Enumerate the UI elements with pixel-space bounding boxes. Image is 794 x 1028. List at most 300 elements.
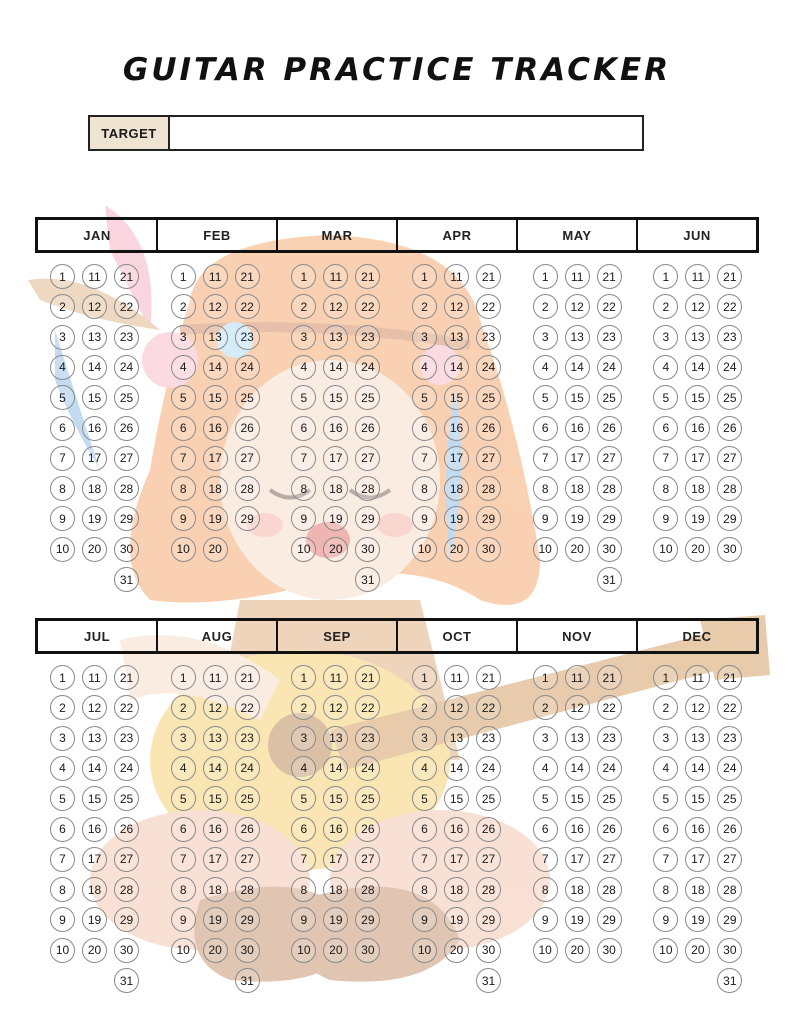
day-aug-15[interactable]: 15 [203, 786, 228, 811]
day-dec-22[interactable]: 22 [717, 695, 742, 720]
day-aug-3[interactable]: 3 [171, 726, 196, 751]
day-jun-20[interactable]: 20 [685, 537, 710, 562]
day-may-21[interactable]: 21 [597, 264, 622, 289]
day-jul-4[interactable]: 4 [50, 756, 75, 781]
day-jan-21[interactable]: 21 [114, 264, 139, 289]
day-nov-11[interactable]: 11 [565, 665, 590, 690]
day-apr-1[interactable]: 1 [412, 264, 437, 289]
day-apr-12[interactable]: 12 [444, 294, 469, 319]
day-mar-7[interactable]: 7 [291, 446, 316, 471]
day-mar-23[interactable]: 23 [355, 325, 380, 350]
day-jun-24[interactable]: 24 [717, 355, 742, 380]
day-jul-11[interactable]: 11 [82, 665, 107, 690]
day-jan-18[interactable]: 18 [82, 476, 107, 501]
day-dec-10[interactable]: 10 [653, 938, 678, 963]
day-may-15[interactable]: 15 [565, 385, 590, 410]
day-oct-17[interactable]: 17 [444, 847, 469, 872]
day-nov-15[interactable]: 15 [565, 786, 590, 811]
day-sep-13[interactable]: 13 [323, 726, 348, 751]
day-jan-3[interactable]: 3 [50, 325, 75, 350]
day-nov-25[interactable]: 25 [597, 786, 622, 811]
day-jul-18[interactable]: 18 [82, 877, 107, 902]
day-sep-23[interactable]: 23 [355, 726, 380, 751]
day-jun-12[interactable]: 12 [685, 294, 710, 319]
day-may-1[interactable]: 1 [533, 264, 558, 289]
day-feb-25[interactable]: 25 [235, 385, 260, 410]
day-mar-3[interactable]: 3 [291, 325, 316, 350]
day-jan-6[interactable]: 6 [50, 416, 75, 441]
day-jul-2[interactable]: 2 [50, 695, 75, 720]
day-aug-6[interactable]: 6 [171, 817, 196, 842]
day-aug-19[interactable]: 19 [203, 907, 228, 932]
day-jan-2[interactable]: 2 [50, 294, 75, 319]
day-jan-1[interactable]: 1 [50, 264, 75, 289]
day-oct-1[interactable]: 1 [412, 665, 437, 690]
day-may-8[interactable]: 8 [533, 476, 558, 501]
day-aug-8[interactable]: 8 [171, 877, 196, 902]
day-jul-10[interactable]: 10 [50, 938, 75, 963]
day-may-5[interactable]: 5 [533, 385, 558, 410]
day-apr-10[interactable]: 10 [412, 537, 437, 562]
day-sep-24[interactable]: 24 [355, 756, 380, 781]
day-jan-25[interactable]: 25 [114, 385, 139, 410]
day-jun-11[interactable]: 11 [685, 264, 710, 289]
day-apr-24[interactable]: 24 [476, 355, 501, 380]
day-mar-28[interactable]: 28 [355, 476, 380, 501]
day-aug-11[interactable]: 11 [203, 665, 228, 690]
day-jun-3[interactable]: 3 [653, 325, 678, 350]
day-may-4[interactable]: 4 [533, 355, 558, 380]
day-dec-6[interactable]: 6 [653, 817, 678, 842]
day-jul-20[interactable]: 20 [82, 938, 107, 963]
day-jan-24[interactable]: 24 [114, 355, 139, 380]
day-dec-26[interactable]: 26 [717, 817, 742, 842]
day-oct-22[interactable]: 22 [476, 695, 501, 720]
day-may-18[interactable]: 18 [565, 476, 590, 501]
day-apr-29[interactable]: 29 [476, 506, 501, 531]
day-sep-15[interactable]: 15 [323, 786, 348, 811]
day-jul-15[interactable]: 15 [82, 786, 107, 811]
day-jul-16[interactable]: 16 [82, 817, 107, 842]
day-jan-5[interactable]: 5 [50, 385, 75, 410]
day-jul-1[interactable]: 1 [50, 665, 75, 690]
day-sep-28[interactable]: 28 [355, 877, 380, 902]
day-oct-12[interactable]: 12 [444, 695, 469, 720]
day-sep-1[interactable]: 1 [291, 665, 316, 690]
day-dec-27[interactable]: 27 [717, 847, 742, 872]
day-jun-23[interactable]: 23 [717, 325, 742, 350]
day-aug-12[interactable]: 12 [203, 695, 228, 720]
day-nov-22[interactable]: 22 [597, 695, 622, 720]
day-nov-2[interactable]: 2 [533, 695, 558, 720]
day-oct-2[interactable]: 2 [412, 695, 437, 720]
day-apr-23[interactable]: 23 [476, 325, 501, 350]
day-jul-9[interactable]: 9 [50, 907, 75, 932]
day-apr-9[interactable]: 9 [412, 506, 437, 531]
day-aug-17[interactable]: 17 [203, 847, 228, 872]
day-dec-8[interactable]: 8 [653, 877, 678, 902]
day-aug-27[interactable]: 27 [235, 847, 260, 872]
day-feb-16[interactable]: 16 [203, 416, 228, 441]
day-feb-24[interactable]: 24 [235, 355, 260, 380]
day-sep-16[interactable]: 16 [323, 817, 348, 842]
day-apr-28[interactable]: 28 [476, 476, 501, 501]
day-dec-21[interactable]: 21 [717, 665, 742, 690]
day-nov-29[interactable]: 29 [597, 907, 622, 932]
day-mar-20[interactable]: 20 [323, 537, 348, 562]
day-may-9[interactable]: 9 [533, 506, 558, 531]
day-aug-5[interactable]: 5 [171, 786, 196, 811]
day-may-7[interactable]: 7 [533, 446, 558, 471]
day-may-27[interactable]: 27 [597, 446, 622, 471]
day-nov-7[interactable]: 7 [533, 847, 558, 872]
day-nov-30[interactable]: 30 [597, 938, 622, 963]
day-dec-12[interactable]: 12 [685, 695, 710, 720]
day-mar-5[interactable]: 5 [291, 385, 316, 410]
day-feb-9[interactable]: 9 [171, 506, 196, 531]
day-apr-26[interactable]: 26 [476, 416, 501, 441]
day-nov-23[interactable]: 23 [597, 726, 622, 751]
day-mar-9[interactable]: 9 [291, 506, 316, 531]
day-mar-14[interactable]: 14 [323, 355, 348, 380]
day-apr-5[interactable]: 5 [412, 385, 437, 410]
day-sep-4[interactable]: 4 [291, 756, 316, 781]
day-jul-29[interactable]: 29 [114, 907, 139, 932]
day-aug-2[interactable]: 2 [171, 695, 196, 720]
day-apr-2[interactable]: 2 [412, 294, 437, 319]
day-jun-22[interactable]: 22 [717, 294, 742, 319]
day-dec-28[interactable]: 28 [717, 877, 742, 902]
day-oct-16[interactable]: 16 [444, 817, 469, 842]
day-apr-27[interactable]: 27 [476, 446, 501, 471]
day-oct-4[interactable]: 4 [412, 756, 437, 781]
day-feb-3[interactable]: 3 [171, 325, 196, 350]
day-nov-16[interactable]: 16 [565, 817, 590, 842]
day-apr-15[interactable]: 15 [444, 385, 469, 410]
day-mar-22[interactable]: 22 [355, 294, 380, 319]
day-sep-29[interactable]: 29 [355, 907, 380, 932]
day-oct-5[interactable]: 5 [412, 786, 437, 811]
day-may-16[interactable]: 16 [565, 416, 590, 441]
day-jun-29[interactable]: 29 [717, 506, 742, 531]
day-feb-29[interactable]: 29 [235, 506, 260, 531]
day-jul-24[interactable]: 24 [114, 756, 139, 781]
day-feb-8[interactable]: 8 [171, 476, 196, 501]
day-mar-11[interactable]: 11 [323, 264, 348, 289]
day-mar-2[interactable]: 2 [291, 294, 316, 319]
day-nov-6[interactable]: 6 [533, 817, 558, 842]
day-may-31[interactable]: 31 [597, 567, 622, 592]
day-jun-6[interactable]: 6 [653, 416, 678, 441]
day-dec-19[interactable]: 19 [685, 907, 710, 932]
day-dec-2[interactable]: 2 [653, 695, 678, 720]
day-jul-14[interactable]: 14 [82, 756, 107, 781]
day-sep-20[interactable]: 20 [323, 938, 348, 963]
day-feb-13[interactable]: 13 [203, 325, 228, 350]
day-sep-11[interactable]: 11 [323, 665, 348, 690]
day-may-10[interactable]: 10 [533, 537, 558, 562]
day-oct-26[interactable]: 26 [476, 817, 501, 842]
day-jan-28[interactable]: 28 [114, 476, 139, 501]
day-apr-11[interactable]: 11 [444, 264, 469, 289]
day-jan-9[interactable]: 9 [50, 506, 75, 531]
day-sep-27[interactable]: 27 [355, 847, 380, 872]
day-mar-13[interactable]: 13 [323, 325, 348, 350]
day-feb-1[interactable]: 1 [171, 264, 196, 289]
day-dec-18[interactable]: 18 [685, 877, 710, 902]
day-jul-27[interactable]: 27 [114, 847, 139, 872]
day-jun-15[interactable]: 15 [685, 385, 710, 410]
day-nov-13[interactable]: 13 [565, 726, 590, 751]
day-apr-18[interactable]: 18 [444, 476, 469, 501]
day-nov-26[interactable]: 26 [597, 817, 622, 842]
day-jan-19[interactable]: 19 [82, 506, 107, 531]
day-jan-12[interactable]: 12 [82, 294, 107, 319]
day-aug-1[interactable]: 1 [171, 665, 196, 690]
day-jul-30[interactable]: 30 [114, 938, 139, 963]
day-nov-3[interactable]: 3 [533, 726, 558, 751]
day-oct-6[interactable]: 6 [412, 817, 437, 842]
day-dec-13[interactable]: 13 [685, 726, 710, 751]
day-nov-9[interactable]: 9 [533, 907, 558, 932]
day-aug-16[interactable]: 16 [203, 817, 228, 842]
day-aug-20[interactable]: 20 [203, 938, 228, 963]
day-jun-28[interactable]: 28 [717, 476, 742, 501]
day-jan-14[interactable]: 14 [82, 355, 107, 380]
day-mar-16[interactable]: 16 [323, 416, 348, 441]
day-apr-25[interactable]: 25 [476, 385, 501, 410]
day-may-12[interactable]: 12 [565, 294, 590, 319]
day-aug-23[interactable]: 23 [235, 726, 260, 751]
day-nov-14[interactable]: 14 [565, 756, 590, 781]
day-feb-4[interactable]: 4 [171, 355, 196, 380]
day-dec-23[interactable]: 23 [717, 726, 742, 751]
day-sep-9[interactable]: 9 [291, 907, 316, 932]
day-jan-16[interactable]: 16 [82, 416, 107, 441]
day-may-6[interactable]: 6 [533, 416, 558, 441]
day-aug-4[interactable]: 4 [171, 756, 196, 781]
day-may-2[interactable]: 2 [533, 294, 558, 319]
day-mar-6[interactable]: 6 [291, 416, 316, 441]
day-jan-8[interactable]: 8 [50, 476, 75, 501]
day-may-24[interactable]: 24 [597, 355, 622, 380]
day-oct-11[interactable]: 11 [444, 665, 469, 690]
day-jun-10[interactable]: 10 [653, 537, 678, 562]
day-may-28[interactable]: 28 [597, 476, 622, 501]
day-mar-29[interactable]: 29 [355, 506, 380, 531]
day-jun-8[interactable]: 8 [653, 476, 678, 501]
day-sep-8[interactable]: 8 [291, 877, 316, 902]
day-oct-7[interactable]: 7 [412, 847, 437, 872]
day-jan-17[interactable]: 17 [82, 446, 107, 471]
day-oct-18[interactable]: 18 [444, 877, 469, 902]
day-jun-4[interactable]: 4 [653, 355, 678, 380]
day-jun-26[interactable]: 26 [717, 416, 742, 441]
day-dec-1[interactable]: 1 [653, 665, 678, 690]
day-jun-9[interactable]: 9 [653, 506, 678, 531]
day-jan-20[interactable]: 20 [82, 537, 107, 562]
day-jun-30[interactable]: 30 [717, 537, 742, 562]
day-oct-20[interactable]: 20 [444, 938, 469, 963]
day-nov-18[interactable]: 18 [565, 877, 590, 902]
day-aug-29[interactable]: 29 [235, 907, 260, 932]
day-aug-22[interactable]: 22 [235, 695, 260, 720]
day-oct-30[interactable]: 30 [476, 938, 501, 963]
day-sep-6[interactable]: 6 [291, 817, 316, 842]
day-dec-9[interactable]: 9 [653, 907, 678, 932]
day-nov-8[interactable]: 8 [533, 877, 558, 902]
day-oct-23[interactable]: 23 [476, 726, 501, 751]
day-feb-22[interactable]: 22 [235, 294, 260, 319]
day-jul-31[interactable]: 31 [114, 968, 139, 993]
day-apr-13[interactable]: 13 [444, 325, 469, 350]
day-dec-3[interactable]: 3 [653, 726, 678, 751]
day-dec-7[interactable]: 7 [653, 847, 678, 872]
day-nov-12[interactable]: 12 [565, 695, 590, 720]
day-jan-13[interactable]: 13 [82, 325, 107, 350]
day-feb-7[interactable]: 7 [171, 446, 196, 471]
day-nov-5[interactable]: 5 [533, 786, 558, 811]
day-nov-19[interactable]: 19 [565, 907, 590, 932]
day-aug-9[interactable]: 9 [171, 907, 196, 932]
day-may-13[interactable]: 13 [565, 325, 590, 350]
day-apr-6[interactable]: 6 [412, 416, 437, 441]
day-sep-17[interactable]: 17 [323, 847, 348, 872]
day-nov-24[interactable]: 24 [597, 756, 622, 781]
day-jul-26[interactable]: 26 [114, 817, 139, 842]
day-may-19[interactable]: 19 [565, 506, 590, 531]
day-may-30[interactable]: 30 [597, 537, 622, 562]
day-sep-14[interactable]: 14 [323, 756, 348, 781]
day-dec-30[interactable]: 30 [717, 938, 742, 963]
day-oct-10[interactable]: 10 [412, 938, 437, 963]
day-dec-24[interactable]: 24 [717, 756, 742, 781]
day-may-23[interactable]: 23 [597, 325, 622, 350]
day-mar-21[interactable]: 21 [355, 264, 380, 289]
day-oct-28[interactable]: 28 [476, 877, 501, 902]
day-aug-25[interactable]: 25 [235, 786, 260, 811]
day-oct-15[interactable]: 15 [444, 786, 469, 811]
day-aug-13[interactable]: 13 [203, 726, 228, 751]
day-jul-5[interactable]: 5 [50, 786, 75, 811]
day-may-25[interactable]: 25 [597, 385, 622, 410]
day-sep-26[interactable]: 26 [355, 817, 380, 842]
day-may-20[interactable]: 20 [565, 537, 590, 562]
day-aug-28[interactable]: 28 [235, 877, 260, 902]
day-jun-27[interactable]: 27 [717, 446, 742, 471]
day-feb-19[interactable]: 19 [203, 506, 228, 531]
day-sep-30[interactable]: 30 [355, 938, 380, 963]
day-sep-25[interactable]: 25 [355, 786, 380, 811]
day-feb-11[interactable]: 11 [203, 264, 228, 289]
day-oct-3[interactable]: 3 [412, 726, 437, 751]
day-nov-20[interactable]: 20 [565, 938, 590, 963]
day-sep-2[interactable]: 2 [291, 695, 316, 720]
day-aug-26[interactable]: 26 [235, 817, 260, 842]
day-apr-3[interactable]: 3 [412, 325, 437, 350]
day-apr-20[interactable]: 20 [444, 537, 469, 562]
day-sep-7[interactable]: 7 [291, 847, 316, 872]
day-apr-7[interactable]: 7 [412, 446, 437, 471]
day-mar-27[interactable]: 27 [355, 446, 380, 471]
day-aug-14[interactable]: 14 [203, 756, 228, 781]
day-aug-24[interactable]: 24 [235, 756, 260, 781]
day-sep-19[interactable]: 19 [323, 907, 348, 932]
day-may-14[interactable]: 14 [565, 355, 590, 380]
day-aug-21[interactable]: 21 [235, 665, 260, 690]
day-oct-29[interactable]: 29 [476, 907, 501, 932]
day-feb-23[interactable]: 23 [235, 325, 260, 350]
day-aug-30[interactable]: 30 [235, 938, 260, 963]
day-apr-17[interactable]: 17 [444, 446, 469, 471]
day-feb-2[interactable]: 2 [171, 294, 196, 319]
day-feb-28[interactable]: 28 [235, 476, 260, 501]
day-feb-12[interactable]: 12 [203, 294, 228, 319]
day-dec-5[interactable]: 5 [653, 786, 678, 811]
day-dec-20[interactable]: 20 [685, 938, 710, 963]
day-mar-17[interactable]: 17 [323, 446, 348, 471]
day-dec-15[interactable]: 15 [685, 786, 710, 811]
day-jun-17[interactable]: 17 [685, 446, 710, 471]
day-mar-19[interactable]: 19 [323, 506, 348, 531]
day-feb-20[interactable]: 20 [203, 537, 228, 562]
day-dec-4[interactable]: 4 [653, 756, 678, 781]
day-mar-12[interactable]: 12 [323, 294, 348, 319]
day-jan-22[interactable]: 22 [114, 294, 139, 319]
day-apr-14[interactable]: 14 [444, 355, 469, 380]
day-feb-21[interactable]: 21 [235, 264, 260, 289]
day-sep-10[interactable]: 10 [291, 938, 316, 963]
day-aug-10[interactable]: 10 [171, 938, 196, 963]
day-jan-27[interactable]: 27 [114, 446, 139, 471]
day-mar-24[interactable]: 24 [355, 355, 380, 380]
day-sep-22[interactable]: 22 [355, 695, 380, 720]
day-mar-4[interactable]: 4 [291, 355, 316, 380]
day-dec-29[interactable]: 29 [717, 907, 742, 932]
day-jun-25[interactable]: 25 [717, 385, 742, 410]
day-may-17[interactable]: 17 [565, 446, 590, 471]
day-jul-19[interactable]: 19 [82, 907, 107, 932]
day-mar-25[interactable]: 25 [355, 385, 380, 410]
day-jan-29[interactable]: 29 [114, 506, 139, 531]
day-feb-10[interactable]: 10 [171, 537, 196, 562]
day-aug-18[interactable]: 18 [203, 877, 228, 902]
day-oct-9[interactable]: 9 [412, 907, 437, 932]
day-apr-19[interactable]: 19 [444, 506, 469, 531]
day-jun-21[interactable]: 21 [717, 264, 742, 289]
day-dec-17[interactable]: 17 [685, 847, 710, 872]
day-jan-11[interactable]: 11 [82, 264, 107, 289]
day-oct-14[interactable]: 14 [444, 756, 469, 781]
day-jan-15[interactable]: 15 [82, 385, 107, 410]
day-mar-18[interactable]: 18 [323, 476, 348, 501]
day-may-3[interactable]: 3 [533, 325, 558, 350]
day-feb-5[interactable]: 5 [171, 385, 196, 410]
day-jan-4[interactable]: 4 [50, 355, 75, 380]
day-jun-13[interactable]: 13 [685, 325, 710, 350]
day-feb-6[interactable]: 6 [171, 416, 196, 441]
day-sep-3[interactable]: 3 [291, 726, 316, 751]
day-oct-19[interactable]: 19 [444, 907, 469, 932]
day-jul-28[interactable]: 28 [114, 877, 139, 902]
day-jan-23[interactable]: 23 [114, 325, 139, 350]
day-jun-19[interactable]: 19 [685, 506, 710, 531]
day-mar-15[interactable]: 15 [323, 385, 348, 410]
day-apr-16[interactable]: 16 [444, 416, 469, 441]
day-apr-30[interactable]: 30 [476, 537, 501, 562]
day-dec-16[interactable]: 16 [685, 817, 710, 842]
day-jun-7[interactable]: 7 [653, 446, 678, 471]
